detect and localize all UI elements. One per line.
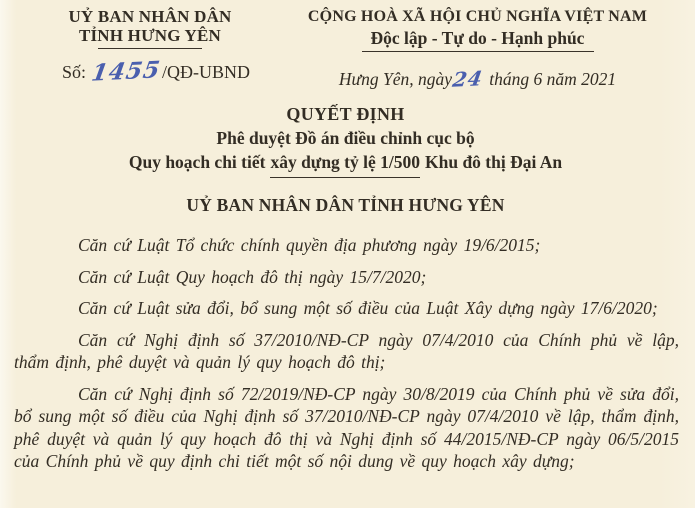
legal-basis-paragraph: Căn cứ Luật Quy hoạch đô thị ngày 15/7/2020; [78, 266, 427, 287]
issuer-heading: UỶ BAN NHÂN DÂN TỈNH HƯNG YÊN [186, 195, 505, 215]
authority-name-line2: TỈNH HƯNG YÊN [78, 26, 222, 45]
legal-basis-paragraph: Căn cứ Nghị định số 72/2019/NĐ-CP ngày 30/8/2019 của Chính phủ về sửa đổi, bổ sung một số điều của Nghị định số 37/2010/NĐ-CP ngày 07/4/2010 về lập, thẩm định, phê duyệt và quản lý quy hoạch đô thị và Nghị định số 44/2015/NĐ-CP ngày 06/5/2015 của Chính phủ về quy định chi tiết một số nội dung về quy hoạch xây dựng; [14, 383, 679, 471]
decision-subtitle-line2 [10, 151, 681, 178]
legal-basis-paragraph: Căn cứ Luật Tổ chức chính quyền địa phương ngày 19/6/2015; [78, 235, 541, 255]
authority-underline [98, 48, 202, 49]
subtitle-underlined-phrase: xây dựng tỷ lệ 1/500 [270, 151, 420, 178]
date-suffix: tháng 6 năm 2021 [489, 69, 617, 89]
document-number-suffix: /QĐ-UBND [162, 62, 251, 82]
place-date-line [274, 66, 681, 92]
subtitle-post: Khu đô thị Đại An [425, 152, 563, 172]
legal-basis-section [10, 234, 681, 473]
national-heading-block [274, 7, 681, 90]
decision-subtitle-line1: Phê duyệt Đồ án điều chỉnh cục bộ [216, 128, 475, 148]
national-motto-line1: CỘNG HOÀ XÃ HỘI CHỦ NGHĨA VIỆT NAM [307, 8, 648, 25]
authority-name-line1: UỶ BAN NHÂN DÂN [68, 7, 232, 26]
date-day-handwritten: 24 [450, 66, 485, 92]
national-motto-line2: Độc lập - Tự do - Hạnh phúc [370, 28, 585, 48]
decision-title-block [10, 103, 681, 178]
document-number-handwritten: 1455 [89, 56, 163, 87]
decision-title: QUYẾT ĐỊNH [286, 104, 405, 124]
motto-underline [362, 51, 594, 52]
issuing-authority-block [26, 7, 274, 87]
document-header [10, 7, 681, 90]
legal-basis-paragraph: Căn cứ Luật sửa đổi, bổ sung một số điều của Luật Xây dựng ngày 17/6/2020; [78, 298, 658, 318]
document-number-line [26, 56, 274, 87]
subtitle-pre: Quy hoạch chi tiết [128, 152, 266, 172]
date-prefix: Hưng Yên, ngày [338, 69, 452, 89]
legal-basis-paragraph: Căn cứ Nghị định số 37/2010/NĐ-CP ngày 07/4/2010 của Chính phủ về lập, thẩm định, phê duyệt và quản lý quy hoạch đô thị; [14, 329, 679, 372]
document-number-label: Số: [62, 62, 87, 82]
